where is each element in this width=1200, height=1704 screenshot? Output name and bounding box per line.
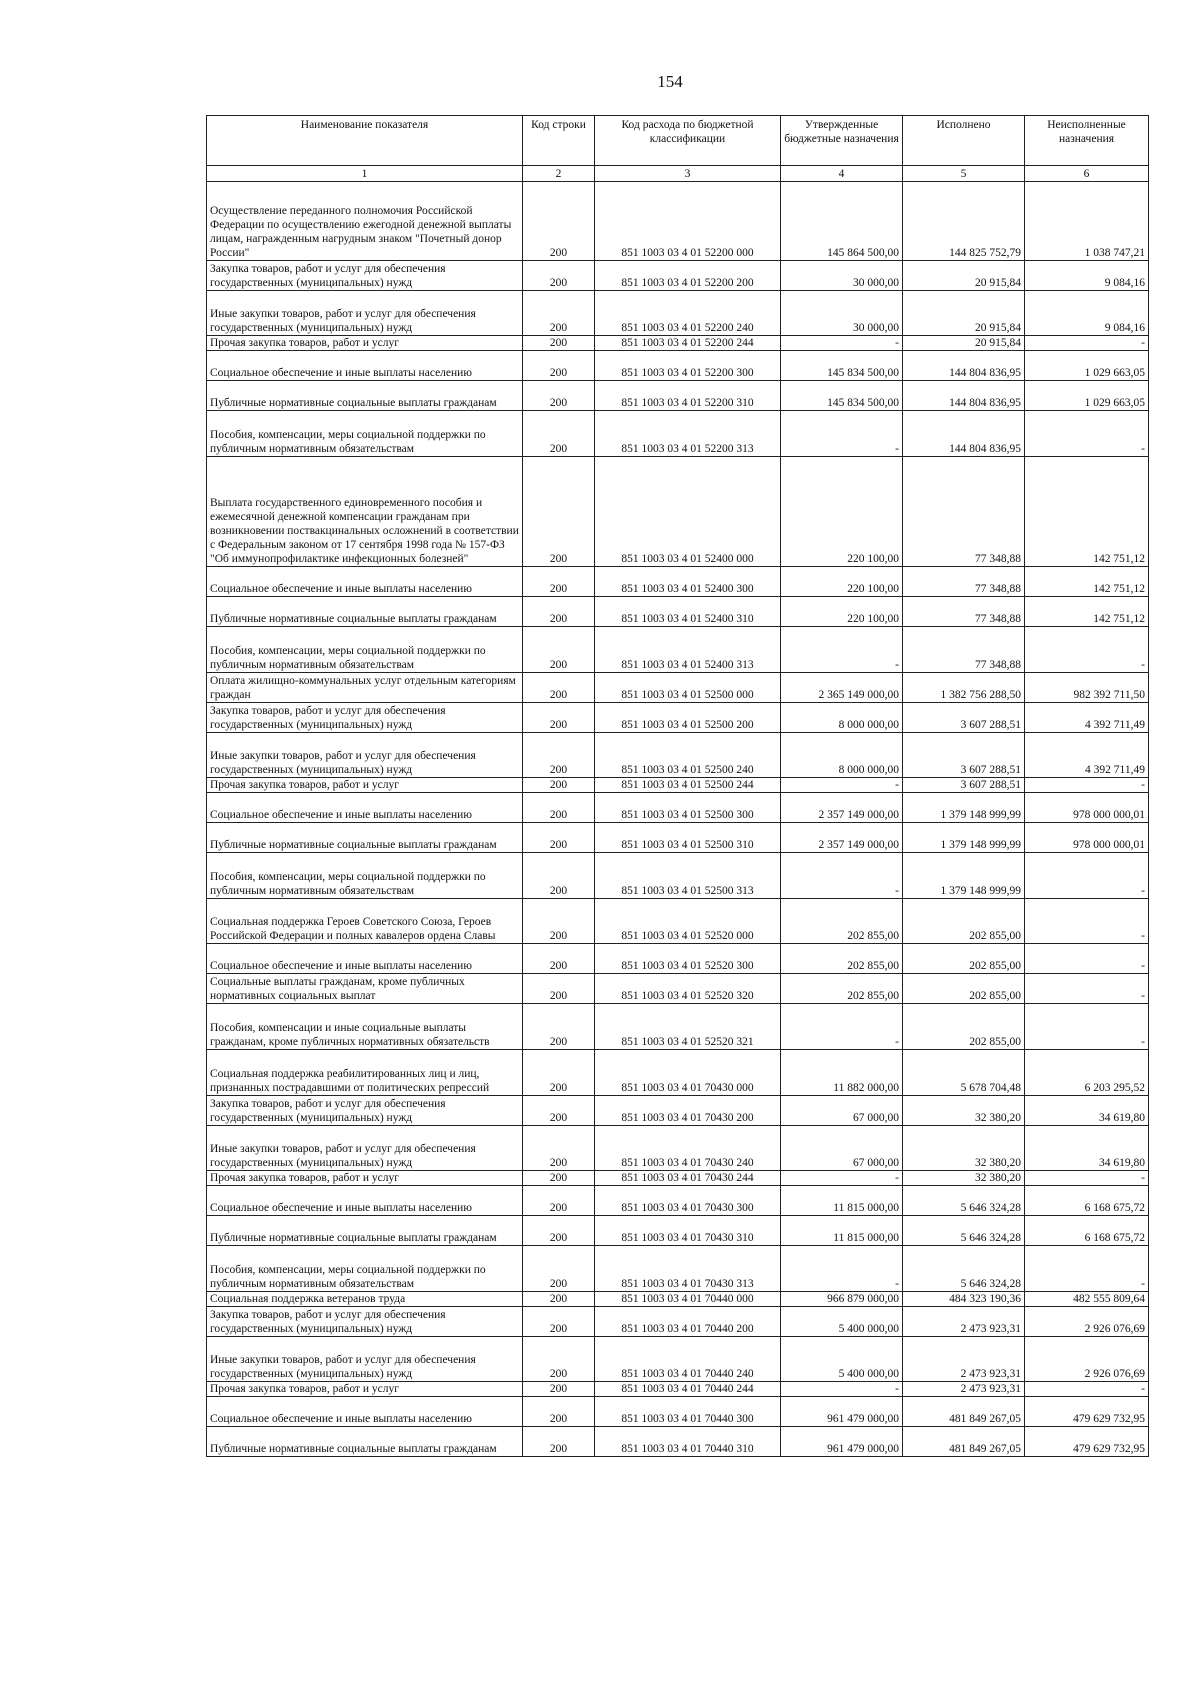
row-expense-code: 851 1003 03 4 01 52500 240 <box>595 733 781 778</box>
row-approved: 2 357 149 000,00 <box>781 823 903 853</box>
row-unexecuted: 1 038 747,21 <box>1025 182 1149 261</box>
table-row <box>207 1382 1149 1397</box>
row-unexecuted: - <box>1025 1246 1149 1292</box>
row-expense-code: 851 1003 03 4 01 52200 313 <box>595 411 781 457</box>
row-name: Пособия, компенсации, меры социальной поддержки по публичным нормативным обязательствам <box>207 1246 523 1292</box>
row-approved: 966 879 000,00 <box>781 1292 903 1307</box>
row-executed: 144 804 836,95 <box>903 411 1025 457</box>
row-executed: 202 855,00 <box>903 974 1025 1004</box>
row-expense-code: 851 1003 03 4 01 52200 200 <box>595 261 781 291</box>
row-approved: 202 855,00 <box>781 899 903 944</box>
header-unexecuted: Неисполненные назначения <box>1025 116 1149 166</box>
header-name: Наименование показателя <box>207 116 523 166</box>
row-line-code: 200 <box>523 1246 595 1292</box>
row-line-code: 200 <box>523 778 595 793</box>
row-name: Иные закупки товаров, работ и услуг для обеспечения государственных (муниципальных) нужд <box>207 1126 523 1171</box>
row-expense-code: 851 1003 03 4 01 52200 300 <box>595 351 781 381</box>
row-approved: 67 000,00 <box>781 1096 903 1126</box>
row-approved: 8 000 000,00 <box>781 733 903 778</box>
column-number: 1 <box>207 166 523 182</box>
header-row <box>207 116 1149 166</box>
row-expense-code: 851 1003 03 4 01 70430 244 <box>595 1171 781 1186</box>
row-unexecuted: - <box>1025 411 1149 457</box>
row-unexecuted: 9 084,16 <box>1025 291 1149 336</box>
row-name: Социальное обеспечение и иные выплаты населению <box>207 1186 523 1216</box>
row-approved: 202 855,00 <box>781 974 903 1004</box>
row-unexecuted: 2 926 076,69 <box>1025 1337 1149 1382</box>
table-row <box>207 1307 1149 1337</box>
row-approved: - <box>781 1382 903 1397</box>
row-name: Закупка товаров, работ и услуг для обеспечения государственных (муниципальных) нужд <box>207 703 523 733</box>
row-name: Социальное обеспечение и иные выплаты населению <box>207 793 523 823</box>
row-expense-code: 851 1003 03 4 01 52400 310 <box>595 597 781 627</box>
row-name: Пособия, компенсации, меры социальной поддержки по публичным нормативным обязательствам <box>207 853 523 899</box>
row-executed: 32 380,20 <box>903 1171 1025 1186</box>
row-expense-code: 851 1003 03 4 01 52520 320 <box>595 974 781 1004</box>
header-line-code: Код строки <box>523 116 595 166</box>
row-name: Публичные нормативные социальные выплаты гражданам <box>207 381 523 411</box>
row-expense-code: 851 1003 03 4 01 52200 240 <box>595 291 781 336</box>
row-unexecuted: 4 392 711,49 <box>1025 703 1149 733</box>
row-name: Социальное обеспечение и иные выплаты населению <box>207 351 523 381</box>
table-row <box>207 1246 1149 1292</box>
column-numbers-row <box>207 166 1149 182</box>
row-executed: 5 678 704,48 <box>903 1050 1025 1096</box>
row-name: Социальное обеспечение и иные выплаты населению <box>207 567 523 597</box>
table-row <box>207 1004 1149 1050</box>
row-executed: 202 855,00 <box>903 944 1025 974</box>
table-row <box>207 1216 1149 1246</box>
table-row <box>207 627 1149 673</box>
row-executed: 5 646 324,28 <box>903 1246 1025 1292</box>
table-row <box>207 899 1149 944</box>
row-expense-code: 851 1003 03 4 01 52520 300 <box>595 944 781 974</box>
row-name: Осуществление переданного полномочия Российской Федерации по осуществлению ежегодной денежной выплаты лицам, награжденным нагрудным знаком "Почетный донор России" <box>207 182 523 261</box>
row-executed: 144 804 836,95 <box>903 381 1025 411</box>
column-number: 2 <box>523 166 595 182</box>
row-line-code: 200 <box>523 411 595 457</box>
row-unexecuted: - <box>1025 944 1149 974</box>
row-line-code: 200 <box>523 793 595 823</box>
row-approved: 2 357 149 000,00 <box>781 793 903 823</box>
header-executed: Исполнено <box>903 116 1025 166</box>
row-name: Публичные нормативные социальные выплаты гражданам <box>207 1216 523 1246</box>
row-name: Социальная поддержка ветеранов труда <box>207 1292 523 1307</box>
column-number: 6 <box>1025 166 1149 182</box>
row-line-code: 200 <box>523 1096 595 1126</box>
row-approved: 5 400 000,00 <box>781 1337 903 1382</box>
column-number: 3 <box>595 166 781 182</box>
row-expense-code: 851 1003 03 4 01 70430 240 <box>595 1126 781 1171</box>
row-expense-code: 851 1003 03 4 01 70430 310 <box>595 1216 781 1246</box>
table-row <box>207 778 1149 793</box>
row-line-code: 200 <box>523 336 595 351</box>
row-approved: 8 000 000,00 <box>781 703 903 733</box>
row-expense-code: 851 1003 03 4 01 70440 000 <box>595 1292 781 1307</box>
table-row <box>207 261 1149 291</box>
row-approved: 11 882 000,00 <box>781 1050 903 1096</box>
row-unexecuted: - <box>1025 778 1149 793</box>
budget-execution-table <box>206 115 1149 1457</box>
row-name: Пособия, компенсации и иные социальные выплаты гражданам, кроме публичных нормативных обязательств <box>207 1004 523 1050</box>
row-line-code: 200 <box>523 853 595 899</box>
row-unexecuted: - <box>1025 336 1149 351</box>
row-approved: 11 815 000,00 <box>781 1216 903 1246</box>
row-line-code: 200 <box>523 899 595 944</box>
row-line-code: 200 <box>523 1171 595 1186</box>
row-executed: 1 379 148 999,99 <box>903 853 1025 899</box>
row-approved: - <box>781 1171 903 1186</box>
row-approved: 11 815 000,00 <box>781 1186 903 1216</box>
row-executed: 5 646 324,28 <box>903 1216 1025 1246</box>
row-unexecuted: 6 168 675,72 <box>1025 1186 1149 1216</box>
row-line-code: 200 <box>523 261 595 291</box>
row-executed: 20 915,84 <box>903 336 1025 351</box>
row-executed: 32 380,20 <box>903 1126 1025 1171</box>
row-expense-code: 851 1003 03 4 01 52200 000 <box>595 182 781 261</box>
row-unexecuted: 9 084,16 <box>1025 261 1149 291</box>
row-expense-code: 851 1003 03 4 01 70440 310 <box>595 1427 781 1457</box>
table-row <box>207 351 1149 381</box>
row-line-code: 200 <box>523 1337 595 1382</box>
table-row <box>207 1186 1149 1216</box>
row-unexecuted: 982 392 711,50 <box>1025 673 1149 703</box>
row-unexecuted: 978 000 000,01 <box>1025 793 1149 823</box>
row-name: Оплата жилищно-коммунальных услуг отдельным категориям граждан <box>207 673 523 703</box>
row-line-code: 200 <box>523 627 595 673</box>
table-row <box>207 703 1149 733</box>
table-row <box>207 336 1149 351</box>
row-name: Публичные нормативные социальные выплаты гражданам <box>207 597 523 627</box>
table-row <box>207 182 1149 261</box>
table-row <box>207 1050 1149 1096</box>
row-line-code: 200 <box>523 1292 595 1307</box>
row-unexecuted: - <box>1025 1004 1149 1050</box>
table-row <box>207 944 1149 974</box>
row-expense-code: 851 1003 03 4 01 52200 310 <box>595 381 781 411</box>
row-approved: 145 834 500,00 <box>781 351 903 381</box>
row-executed: 5 646 324,28 <box>903 1186 1025 1216</box>
row-name: Закупка товаров, работ и услуг для обеспечения государственных (муниципальных) нужд <box>207 1307 523 1337</box>
row-name: Прочая закупка товаров, работ и услуг <box>207 1382 523 1397</box>
column-number: 4 <box>781 166 903 182</box>
row-executed: 202 855,00 <box>903 899 1025 944</box>
row-executed: 144 825 752,79 <box>903 182 1025 261</box>
header-approved: Утвержденные бюджетные назначения <box>781 116 903 166</box>
row-name: Социальные выплаты гражданам, кроме публичных нормативных социальных выплат <box>207 974 523 1004</box>
row-expense-code: 851 1003 03 4 01 52500 313 <box>595 853 781 899</box>
table-row <box>207 1126 1149 1171</box>
row-line-code: 200 <box>523 597 595 627</box>
row-expense-code: 851 1003 03 4 01 70440 200 <box>595 1307 781 1337</box>
row-line-code: 200 <box>523 1216 595 1246</box>
row-expense-code: 851 1003 03 4 01 52520 000 <box>595 899 781 944</box>
row-approved: - <box>781 336 903 351</box>
row-line-code: 200 <box>523 733 595 778</box>
row-approved: 145 864 500,00 <box>781 182 903 261</box>
table-row <box>207 457 1149 567</box>
row-unexecuted: 479 629 732,95 <box>1025 1427 1149 1457</box>
row-expense-code: 851 1003 03 4 01 52400 300 <box>595 567 781 597</box>
row-expense-code: 851 1003 03 4 01 70440 300 <box>595 1397 781 1427</box>
row-expense-code: 851 1003 03 4 01 52400 313 <box>595 627 781 673</box>
table-row <box>207 381 1149 411</box>
row-name: Публичные нормативные социальные выплаты гражданам <box>207 1427 523 1457</box>
row-line-code: 200 <box>523 1126 595 1171</box>
row-unexecuted: - <box>1025 899 1149 944</box>
row-name: Иные закупки товаров, работ и услуг для обеспечения государственных (муниципальных) нужд <box>207 733 523 778</box>
header-expense-code: Код расхода по бюджетной классификации <box>595 116 781 166</box>
row-executed: 20 915,84 <box>903 291 1025 336</box>
row-line-code: 200 <box>523 182 595 261</box>
row-approved: 961 479 000,00 <box>781 1427 903 1457</box>
row-line-code: 200 <box>523 823 595 853</box>
row-unexecuted: 34 619,80 <box>1025 1126 1149 1171</box>
row-expense-code: 851 1003 03 4 01 52500 310 <box>595 823 781 853</box>
row-name: Публичные нормативные социальные выплаты гражданам <box>207 823 523 853</box>
row-approved: 220 100,00 <box>781 597 903 627</box>
row-unexecuted: 479 629 732,95 <box>1025 1397 1149 1427</box>
row-unexecuted: 2 926 076,69 <box>1025 1307 1149 1337</box>
table-row <box>207 974 1149 1004</box>
row-unexecuted: - <box>1025 853 1149 899</box>
table-row <box>207 673 1149 703</box>
row-executed: 77 348,88 <box>903 567 1025 597</box>
table-row <box>207 793 1149 823</box>
row-unexecuted: 6 203 295,52 <box>1025 1050 1149 1096</box>
row-unexecuted: - <box>1025 627 1149 673</box>
table-row <box>207 733 1149 778</box>
row-name: Прочая закупка товаров, работ и услуг <box>207 778 523 793</box>
table-row <box>207 411 1149 457</box>
row-expense-code: 851 1003 03 4 01 52520 321 <box>595 1004 781 1050</box>
row-unexecuted: - <box>1025 1171 1149 1186</box>
row-name: Социальная поддержка реабилитированных лиц и лиц, признанных пострадавшими от политических репрессий <box>207 1050 523 1096</box>
row-approved: 2 365 149 000,00 <box>781 673 903 703</box>
row-expense-code: 851 1003 03 4 01 52500 000 <box>595 673 781 703</box>
row-approved: 202 855,00 <box>781 944 903 974</box>
row-approved: 5 400 000,00 <box>781 1307 903 1337</box>
row-unexecuted: 6 168 675,72 <box>1025 1216 1149 1246</box>
row-line-code: 200 <box>523 1004 595 1050</box>
table-row <box>207 1096 1149 1126</box>
row-expense-code: 851 1003 03 4 01 52400 000 <box>595 457 781 567</box>
row-approved: - <box>781 853 903 899</box>
row-executed: 484 323 190,36 <box>903 1292 1025 1307</box>
row-line-code: 200 <box>523 944 595 974</box>
row-approved: - <box>781 778 903 793</box>
table-row <box>207 853 1149 899</box>
row-line-code: 200 <box>523 974 595 1004</box>
row-name: Закупка товаров, работ и услуг для обеспечения государственных (муниципальных) нужд <box>207 1096 523 1126</box>
row-executed: 2 473 923,31 <box>903 1337 1025 1382</box>
table-row <box>207 1337 1149 1382</box>
row-executed: 20 915,84 <box>903 261 1025 291</box>
row-line-code: 200 <box>523 381 595 411</box>
row-executed: 1 379 148 999,99 <box>903 793 1025 823</box>
table-row <box>207 1397 1149 1427</box>
row-unexecuted: 142 751,12 <box>1025 457 1149 567</box>
row-line-code: 200 <box>523 457 595 567</box>
row-approved: 961 479 000,00 <box>781 1397 903 1427</box>
row-expense-code: 851 1003 03 4 01 52500 300 <box>595 793 781 823</box>
row-line-code: 200 <box>523 1186 595 1216</box>
row-unexecuted: 34 619,80 <box>1025 1096 1149 1126</box>
row-executed: 77 348,88 <box>903 597 1025 627</box>
row-expense-code: 851 1003 03 4 01 70430 000 <box>595 1050 781 1096</box>
row-approved: 220 100,00 <box>781 567 903 597</box>
row-expense-code: 851 1003 03 4 01 52200 244 <box>595 336 781 351</box>
row-approved: 30 000,00 <box>781 291 903 336</box>
row-approved: - <box>781 1246 903 1292</box>
row-line-code: 200 <box>523 703 595 733</box>
column-number: 5 <box>903 166 1025 182</box>
row-executed: 77 348,88 <box>903 627 1025 673</box>
row-expense-code: 851 1003 03 4 01 52500 244 <box>595 778 781 793</box>
row-unexecuted: 142 751,12 <box>1025 567 1149 597</box>
row-executed: 2 473 923,31 <box>903 1307 1025 1337</box>
row-expense-code: 851 1003 03 4 01 52500 200 <box>595 703 781 733</box>
row-line-code: 200 <box>523 567 595 597</box>
table-body <box>207 182 1149 1457</box>
row-name: Иные закупки товаров, работ и услуг для обеспечения государственных (муниципальных) нужд <box>207 291 523 336</box>
table-row <box>207 567 1149 597</box>
table-row <box>207 291 1149 336</box>
row-unexecuted: 978 000 000,01 <box>1025 823 1149 853</box>
row-executed: 3 607 288,51 <box>903 733 1025 778</box>
row-executed: 1 382 756 288,50 <box>903 673 1025 703</box>
row-expense-code: 851 1003 03 4 01 70430 300 <box>595 1186 781 1216</box>
row-name: Прочая закупка товаров, работ и услуг <box>207 336 523 351</box>
row-name: Социальное обеспечение и иные выплаты населению <box>207 944 523 974</box>
table-row <box>207 1292 1149 1307</box>
row-name: Иные закупки товаров, работ и услуг для обеспечения государственных (муниципальных) нужд <box>207 1337 523 1382</box>
row-unexecuted: 482 555 809,64 <box>1025 1292 1149 1307</box>
row-name: Пособия, компенсации, меры социальной поддержки по публичным нормативным обязательствам <box>207 627 523 673</box>
row-name: Закупка товаров, работ и услуг для обеспечения государственных (муниципальных) нужд <box>207 261 523 291</box>
row-executed: 481 849 267,05 <box>903 1397 1025 1427</box>
row-line-code: 200 <box>523 291 595 336</box>
row-name: Прочая закупка товаров, работ и услуг <box>207 1171 523 1186</box>
row-expense-code: 851 1003 03 4 01 70430 200 <box>595 1096 781 1126</box>
row-expense-code: 851 1003 03 4 01 70440 240 <box>595 1337 781 1382</box>
row-executed: 144 804 836,95 <box>903 351 1025 381</box>
row-approved: 67 000,00 <box>781 1126 903 1171</box>
row-approved: 220 100,00 <box>781 457 903 567</box>
row-name: Выплата государственного единовременного пособия и ежемесячной денежной компенсации гражданам при возникновении поствакцинальных осложнений в соответствии с Федеральным законом от 17 сентября 1998 года № 157-ФЗ "Об иммунопрофилактике инфекционных болезней" <box>207 457 523 567</box>
row-approved: - <box>781 411 903 457</box>
table-row <box>207 823 1149 853</box>
row-executed: 3 607 288,51 <box>903 703 1025 733</box>
row-line-code: 200 <box>523 351 595 381</box>
row-line-code: 200 <box>523 673 595 703</box>
row-executed: 481 849 267,05 <box>903 1427 1025 1457</box>
row-executed: 1 379 148 999,99 <box>903 823 1025 853</box>
row-executed: 32 380,20 <box>903 1096 1025 1126</box>
row-executed: 77 348,88 <box>903 457 1025 567</box>
row-approved: 30 000,00 <box>781 261 903 291</box>
row-name: Пособия, компенсации, меры социальной поддержки по публичным нормативным обязательствам <box>207 411 523 457</box>
row-approved: - <box>781 627 903 673</box>
row-unexecuted: 142 751,12 <box>1025 597 1149 627</box>
page-number: 154 <box>657 72 683 91</box>
row-executed: 202 855,00 <box>903 1004 1025 1050</box>
table-row <box>207 1171 1149 1186</box>
row-expense-code: 851 1003 03 4 01 70430 313 <box>595 1246 781 1292</box>
row-line-code: 200 <box>523 1050 595 1096</box>
row-approved: - <box>781 1004 903 1050</box>
row-unexecuted: - <box>1025 974 1149 1004</box>
table-row <box>207 597 1149 627</box>
row-unexecuted: 1 029 663,05 <box>1025 351 1149 381</box>
row-unexecuted: 1 029 663,05 <box>1025 381 1149 411</box>
row-line-code: 200 <box>523 1397 595 1427</box>
row-unexecuted: - <box>1025 1382 1149 1397</box>
row-line-code: 200 <box>523 1427 595 1457</box>
row-name: Социальное обеспечение и иные выплаты населению <box>207 1397 523 1427</box>
row-name: Социальная поддержка Героев Советского Союза, Героев Российской Федерации и полных кавалеров ордена Славы <box>207 899 523 944</box>
row-unexecuted: 4 392 711,49 <box>1025 733 1149 778</box>
row-expense-code: 851 1003 03 4 01 70440 244 <box>595 1382 781 1397</box>
row-line-code: 200 <box>523 1307 595 1337</box>
row-executed: 2 473 923,31 <box>903 1382 1025 1397</box>
row-approved: 145 834 500,00 <box>781 381 903 411</box>
row-executed: 3 607 288,51 <box>903 778 1025 793</box>
row-line-code: 200 <box>523 1382 595 1397</box>
table-row <box>207 1427 1149 1457</box>
